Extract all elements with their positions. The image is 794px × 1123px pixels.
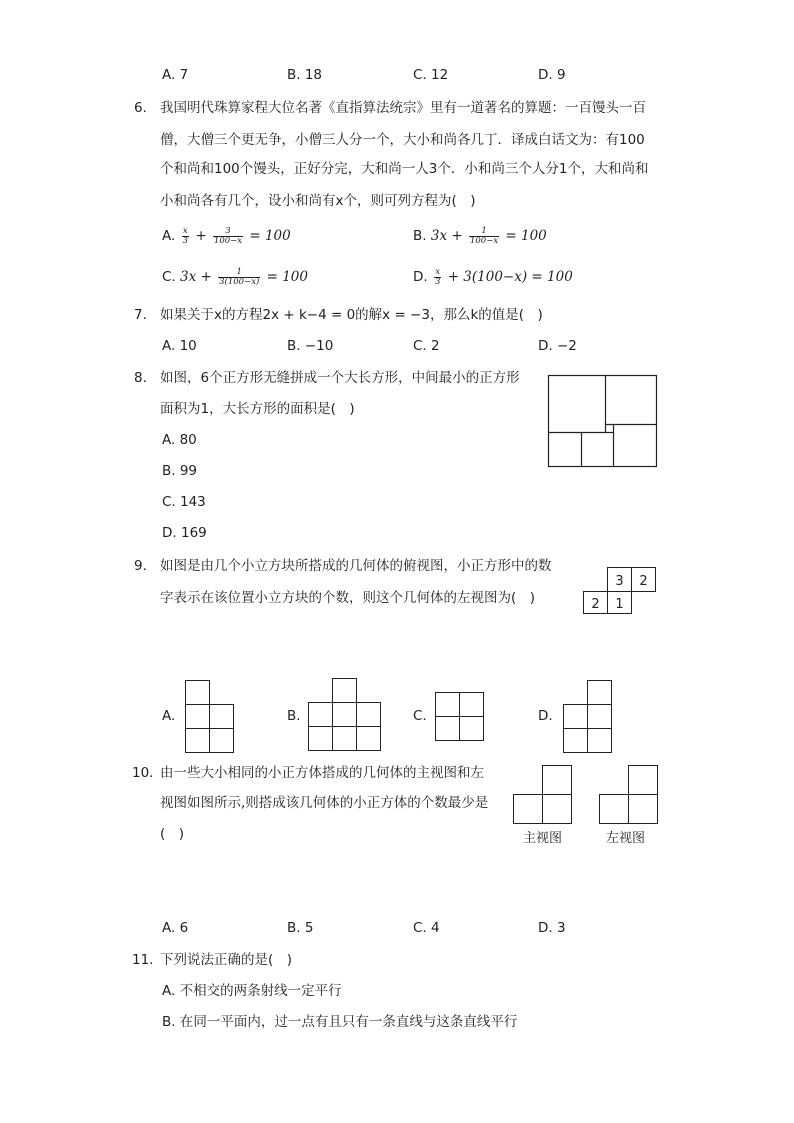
q8-option-a: A. 80 <box>162 432 197 448</box>
q5-option-b: B. 18 <box>287 67 323 83</box>
q7-text: 如果关于x的方程2x + k−4 = 0的解x = −3，那么k的值是( ) <box>160 307 543 323</box>
q11-number: 11. <box>132 952 154 968</box>
q9-grid-number: 3 <box>615 574 624 589</box>
q5-option-d: D. 9 <box>538 67 566 83</box>
q5-option-c: C. 12 <box>413 67 449 83</box>
q11-text: 下列说法正确的是( ) <box>160 952 293 968</box>
q9-number: 9. <box>134 558 147 574</box>
q6-option-b: B. 3x + $\frac{1}{100-x}$ = 100 <box>413 225 547 246</box>
q9-line-1: 如图是由几个小立方块所搭成的几何体的俯视图，小正方形中的数 <box>160 558 552 574</box>
q10-number: 10. <box>132 765 154 781</box>
q11-option-b: B. 在同一平面内，过一点有且只有一条直线与这条直线平行 <box>162 1014 518 1030</box>
q8-line-1: 如图，6个正方形无缝拼成一个大长方形，中间最小的正方形 <box>160 370 520 386</box>
q9-option-a-figure <box>184 679 236 754</box>
q8-option-c: C. 143 <box>162 494 206 510</box>
q9-option-d-label: D. <box>538 708 553 724</box>
q7-option-c: C. 2 <box>413 338 440 354</box>
q10-option-c: C. 4 <box>413 920 440 936</box>
q8-outer-rectangle <box>549 376 657 467</box>
q9-option-d-figure <box>562 679 614 754</box>
q9-option-c-label: C. <box>413 708 427 724</box>
q10-line-1: 由一些大小相同的小正方体搭成的几何体的主视图和左 <box>160 765 484 781</box>
q9-option-b-label: B. <box>287 708 301 724</box>
q8-line-2: 面积为1，大长方形的面积是( ) <box>160 401 355 417</box>
q10-line-3: ( ) <box>160 826 185 842</box>
q6-option-a: A. $\frac{x}{3}$ + $\frac{3}{100-x}$ = 100 <box>162 225 291 246</box>
q6-line-4: 小和尚各有几个，设小和尚有x个，则可列方程为( ) <box>160 193 476 209</box>
q7-option-d: D. −2 <box>538 338 577 354</box>
q8-option-d: D. 169 <box>162 525 207 541</box>
q8-number: 8. <box>134 370 147 386</box>
q7-option-a: A. 10 <box>162 338 197 354</box>
q11-option-a: A. 不相交的两条射线一定平行 <box>162 983 342 999</box>
q9-option-c-figure <box>434 691 486 742</box>
q9-option-a-label: A. <box>162 708 176 724</box>
q6-option-c: C. 3x + $\frac{1}{3(100-x)}$ = 100 <box>162 266 308 287</box>
q9-grid-number: 2 <box>591 597 600 612</box>
q7-option-b: B. −10 <box>287 338 334 354</box>
q5-option-a: A. 7 <box>162 67 189 83</box>
q9-grid-number: 1 <box>615 597 624 612</box>
q6-line-1: 我国明代珠算家程大位名著《直指算法统宗》里有一道著名的算题：一百馒头一百 <box>160 100 646 116</box>
q10-option-b: B. 5 <box>287 920 314 936</box>
q10-option-a: A. 6 <box>162 920 189 936</box>
q10-left-view-caption: 左视图 <box>606 831 646 846</box>
q10-left-view-figure <box>598 764 660 826</box>
q10-front-view-caption: 主视图 <box>523 831 563 846</box>
q9-line-2: 字表示在该位置小立方块的个数，则这个几何体的左视图为( ) <box>160 590 536 606</box>
q10-option-d: D. 3 <box>538 920 566 936</box>
q9-top-view-grid <box>582 565 660 615</box>
q10-front-view-figure <box>512 764 574 826</box>
q6-line-2: 僧，大僧三个更无争，小僧三人分一个，大小和尚各几丁．译成白话文为：有100 <box>160 132 645 148</box>
q6-number: 6. <box>134 100 147 116</box>
q9-grid-number: 2 <box>639 574 648 589</box>
q6-line-3: 个和尚和100个馒头，正好分完，大和尚一人3个．小和尚三个人分1个，大和尚和 <box>160 161 649 177</box>
q10-line-2: 视图如图所示,则搭成该几何体的小正方体的个数最少是 <box>160 795 489 811</box>
q7-number: 7. <box>134 307 147 323</box>
q9-option-b-figure <box>307 677 384 752</box>
q8-rectangle-figure <box>546 373 660 469</box>
q6-option-d: D. $\frac{x}{3}$ + 3(100−x) = 100 <box>413 266 573 287</box>
q8-option-b: B. 99 <box>162 463 198 479</box>
